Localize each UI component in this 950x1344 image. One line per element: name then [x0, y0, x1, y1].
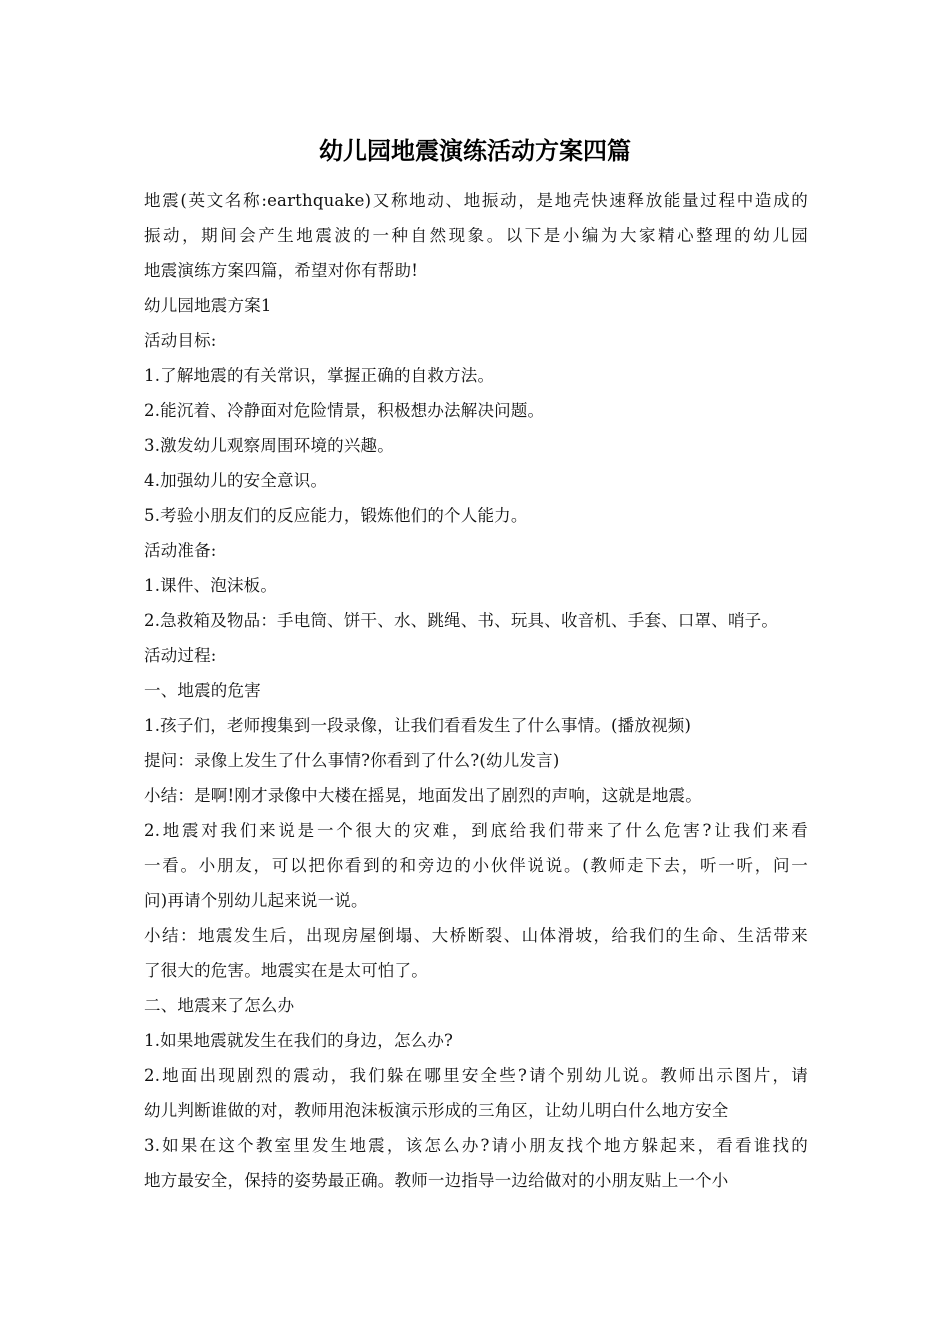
paragraph [144, 288, 808, 323]
paragraph-line: 提问：录像上发生了什么事情?你看到了什么?(幼儿发言) [144, 751, 560, 770]
document-body [144, 183, 808, 1198]
paragraph-line: 一看。小朋友，可以把你看到的和旁边的小伙伴说说。(教师走下去，听一听，问一 [144, 856, 808, 875]
paragraph-line: 1.课件、泡沫板。 [144, 576, 278, 595]
paragraph [144, 428, 808, 463]
paragraph [144, 498, 808, 533]
paragraph-line: 3.激发幼儿观察周围环境的兴趣。 [144, 436, 394, 455]
paragraph [144, 1058, 808, 1128]
paragraph-line: 小结：是啊!刚才录像中大楼在摇晃，地面发出了剧烈的声响，这就是地震。 [144, 786, 702, 805]
paragraph-line: 2.能沉着、冷静面对危险情景，积极想办法解决问题。 [144, 401, 545, 420]
paragraph-line: 振动，期间会产生地震波的一种自然现象。以下是小编为大家精心整理的幼儿园 [144, 226, 808, 245]
paragraph [144, 918, 808, 988]
paragraph [144, 533, 808, 568]
document-title: 幼儿园地震演练活动方案四篇 [319, 136, 631, 165]
paragraph-line: 了很大的危害。地震实在是太可怕了。 [144, 961, 428, 980]
paragraph-line: 4.加强幼儿的安全意识。 [144, 471, 328, 490]
paragraph [144, 568, 808, 603]
paragraph [144, 743, 808, 778]
paragraph-line: 2.急救箱及物品：手电筒、饼干、水、跳绳、书、玩具、收音机、手套、口罩、哨子。 [144, 611, 779, 630]
paragraph [144, 708, 808, 743]
paragraph-line: 活动准备: [144, 541, 217, 560]
paragraph-line: 地震(英文名称:earthquake)又称地动、地振动，是地壳快速释放能量过程中造成的 [144, 191, 808, 210]
paragraph [144, 358, 808, 393]
paragraph-line: 幼儿判断谁做的对，教师用泡沫板演示形成的三角区，让幼儿明白什么地方安全 [144, 1101, 729, 1120]
paragraph-line: 二、地震来了怎么办 [144, 996, 295, 1015]
paragraph-line: 活动目标: [144, 331, 217, 350]
paragraph-line: 幼儿园地震方案1 [144, 296, 272, 315]
paragraph-line: 地震演练方案四篇，希望对你有帮助! [144, 261, 419, 280]
paragraph [144, 183, 808, 288]
paragraph-line: 1.了解地震的有关常识，掌握正确的自救方法。 [144, 366, 495, 385]
paragraph-line: 3.如果在这个教室里发生地震，该怎么办?请小朋友找个地方躲起来，看看谁找的 [144, 1136, 808, 1155]
paragraph [144, 323, 808, 358]
paragraph [144, 778, 808, 813]
paragraph-line: 2.地面出现剧烈的震动，我们躲在哪里安全些?请个别幼儿说。教师出示图片，请 [144, 1066, 808, 1085]
paragraph-line: 小结：地震发生后，出现房屋倒塌、大桥断裂、山体滑坡，给我们的生命、生活带来 [144, 926, 808, 945]
paragraph [144, 813, 808, 918]
paragraph-line: 1.如果地震就发生在我们的身边，怎么办? [144, 1031, 454, 1050]
paragraph [144, 463, 808, 498]
paragraph [144, 673, 808, 708]
paragraph [144, 1128, 808, 1198]
paragraph [144, 638, 808, 673]
paragraph-line: 1.孩子们，老师搜集到一段录像，让我们看看发生了什么事情。(播放视频) [144, 716, 692, 735]
paragraph [144, 603, 808, 638]
paragraph [144, 1023, 808, 1058]
paragraph-line: 一、地震的危害 [144, 681, 261, 700]
paragraph-line: 地方最安全，保持的姿势最正确。教师一边指导一边给做对的小朋友贴上一个小 [144, 1171, 729, 1190]
paragraph-line: 问)再请个别幼儿起来说一说。 [144, 891, 368, 910]
paragraph [144, 393, 808, 428]
paragraph-line: 2.地震对我们来说是一个很大的灾难，到底给我们带来了什么危害?让我们来看 [144, 821, 808, 840]
paragraph-line: 5.考验小朋友们的反应能力，锻炼他们的个人能力。 [144, 506, 528, 525]
paragraph [144, 988, 808, 1023]
paragraph-line: 活动过程: [144, 646, 217, 665]
